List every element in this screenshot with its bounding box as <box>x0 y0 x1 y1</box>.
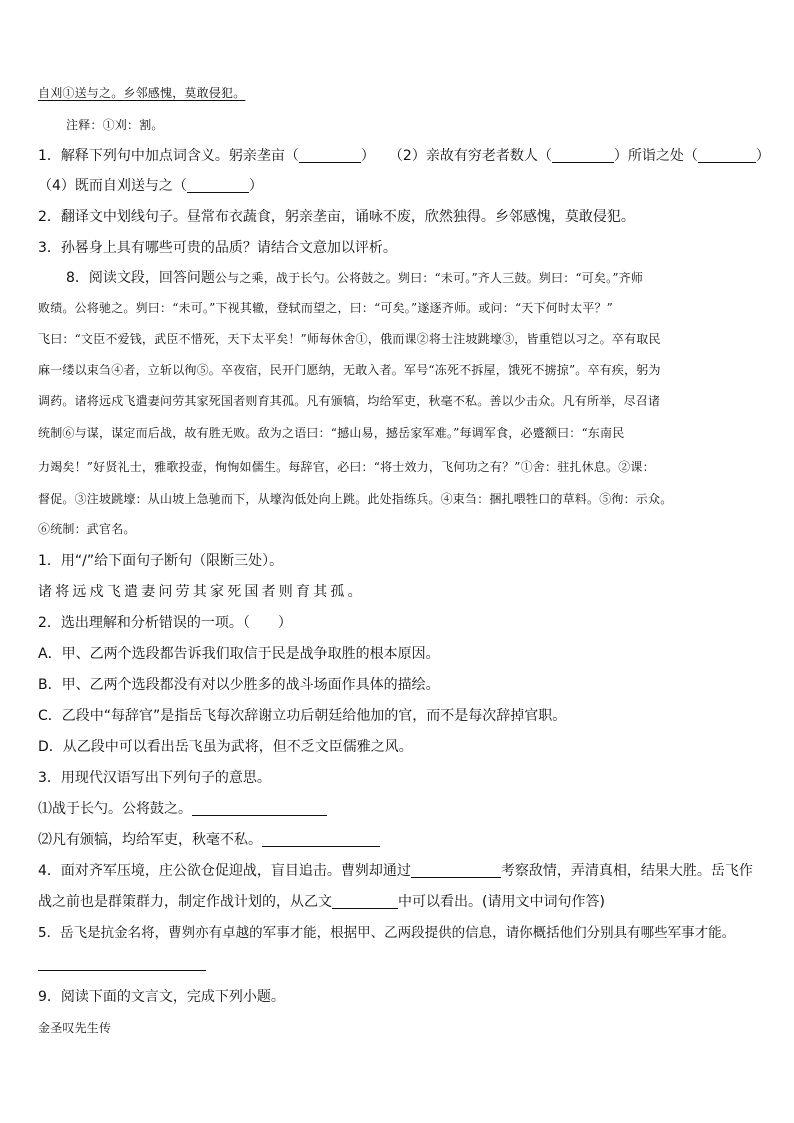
q8-question-1: 1．用“/”给下面句子断句（限断三处）。 <box>38 553 284 569</box>
option-d[interactable]: D．从乙段中可以看出岳飞虽为武将，但不乏文臣儒雅之风。 <box>38 739 413 755</box>
q7-question-1-line-2: （4）既而自刈送与之（ ） <box>38 178 263 194</box>
passage-tail-underlined: 自刈①送与之。乡邻感愧，莫敢侵犯。 <box>38 86 246 100</box>
q8-question-5: 5．岳飞是抗金名将，曹刿亦有卓越的军事才能，根据甲、乙两段提供的信息，请你概括他们分别具有哪些军事才能。 <box>38 925 736 941</box>
option-b[interactable]: B．甲、乙两个选段都没有对以少胜多的战斗场面作具体的描绘。 <box>38 677 440 693</box>
note: 注释：①刈：割。 <box>66 118 164 132</box>
answer-blank[interactable] <box>698 148 756 163</box>
q8-passage-line-6: 统制⑥与谋，谋定而后战，故有胜无败。敌为之语曰：“撼山易，撼岳家军难。”每调军食，必蹙额曰：“东南民 <box>38 426 625 440</box>
answer-blank[interactable] <box>411 863 501 878</box>
answer-blank[interactable] <box>192 801 327 816</box>
q8-question-1-sentence: 诸将远戍飞遣妻问劳其家死国者则育其孤。 <box>38 584 365 600</box>
q8-passage-line-7: 力竭矣！”好贤礼士，雅歌投壶，恂恂如儒生。每辞官，必曰：“将士效力，飞何功之有？”①舍：驻扎休息。②课： <box>38 460 655 474</box>
q8-passage-line-3: 飞曰：“文臣不爱钱，武臣不惜死，天下太平矣！”师每休舍①，俄而课②将士注坡跳壕③，皆重铠以习之。卒有取民 <box>38 332 661 346</box>
answer-blank[interactable] <box>552 148 614 163</box>
q8-passage-line-1: 公与之乘，战于长勺。公将鼓之。刿曰：“未可。”齐人三鼓。刿曰：“可矣。”齐师 <box>214 271 644 285</box>
q9-heading: 9．阅读下面的文言文，完成下列小题。 <box>38 989 285 1005</box>
q8-question-2: 2．选出理解和分析错误的一项。（ ） <box>38 615 292 631</box>
q8-question-4-line-1: 4．面对齐军压境，庄公欲仓促迎战，盲目追击。曹刿却通过 考察敌情，弄清真相，结果大胜。岳飞作 <box>38 863 753 879</box>
q8-question-3: 3．用现代汉语写出下列句子的意思。 <box>38 770 271 786</box>
q8-question-3-item-2: ⑵凡有颁犒，均给军吏，秋毫不私。 <box>38 831 758 849</box>
answer-blank[interactable] <box>187 178 249 193</box>
q9-title: 金圣叹先生传 <box>38 1021 112 1035</box>
q7-question-3: 3．孙晷身上具有哪些可贵的品质？请结合文意加以评析。 <box>38 240 397 256</box>
option-c[interactable]: C．乙段中“每辞官”是指岳飞每次辞谢立功后朝廷给他加的官，而不是每次辞掉官职。 <box>38 708 567 724</box>
q8-heading: 8．阅读文段，回答问题 <box>66 270 215 286</box>
q8-question-4-line-2: 战之前也是群策群力，制定作战计划的，从乙文 中可以看出。(请用文中词句作答) <box>38 894 605 910</box>
q8-passage-line-4: 麻一缕以束刍④者，立斩以徇⑤。卒夜宿，民开门愿纳，无敢入者。军号“冻死不拆屋，饿死不掳掠”。卒有疾，躬为 <box>38 363 661 377</box>
answer-blank[interactable] <box>262 832 380 847</box>
q8-passage-line-5: 调药。诸将远戍飞遣妻问劳其家死国者则育其孤。凡有颁犒，均给军吏，秋毫不私。善以少击众。凡有所举，尽召诸 <box>38 394 661 408</box>
q8-passage-line-8: 督促。③注坡跳壕：从山坡上急驰而下，从壕沟低处向上跳。此处指练兵。④束刍：捆扎喂牲口的草料。⑤徇：示众。 <box>38 492 673 506</box>
q7-question-1-line-1: 1．解释下列句中加点词含义。躬亲垄亩（ ） （2）亲故有穷老者数人（ ）所诣之处（ ） <box>38 148 770 164</box>
q8-passage-line-9: ⑥统制：武官名。 <box>38 522 136 536</box>
answer-blank[interactable] <box>299 148 361 163</box>
q8-question-3-item-1: ⑴战于长勺。公将鼓之。 <box>38 800 758 818</box>
option-a[interactable]: A．甲、乙两个选段都告诉我们取信于民是战争取胜的根本原因。 <box>38 646 440 662</box>
q7-question-2: 2．翻译文中划线句子。昼常布衣蔬食，躬亲垄亩，诵咏不废，欣然独得。乡邻感愧，莫敢侵犯。 <box>38 209 635 225</box>
answer-line[interactable] <box>38 970 206 971</box>
q8-passage-line-2: 败绩。公将驰之。刿曰：“未可。”下视其辙，登轼而望之，曰：“可矣。”遂逐齐师。或问：“天下何时太平？” <box>38 301 614 315</box>
answer-blank[interactable] <box>332 894 398 909</box>
q8-heading-line <box>66 269 786 287</box>
